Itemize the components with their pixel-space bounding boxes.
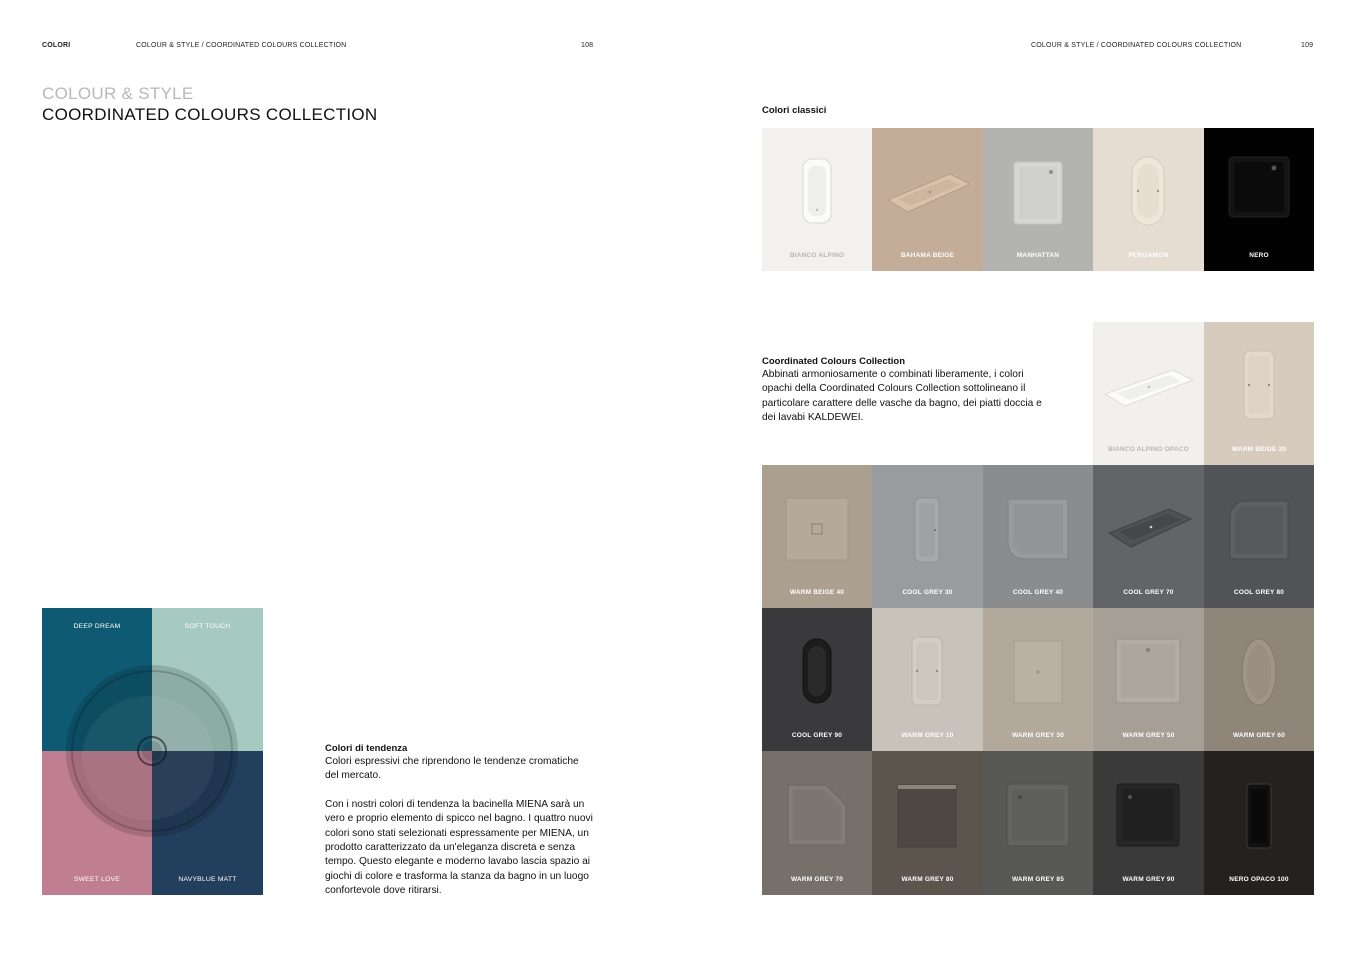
quadrant-label: DEEP DREAM — [73, 623, 121, 630]
swatch-pergamon — [1093, 128, 1204, 271]
swatch-cool-grey-70 — [1093, 465, 1204, 608]
shower-tray-icon — [1006, 783, 1070, 847]
swatch-label: COOL GREY 80 — [1233, 589, 1285, 596]
swatch-label: COOL GREY 40 — [1012, 589, 1064, 596]
bathtub-icon — [884, 170, 972, 216]
trend-colours-image — [42, 608, 263, 895]
swatch-warm-grey-90 — [1093, 751, 1204, 895]
shower-tray-icon — [1013, 640, 1063, 704]
coordinated-paragraph: Abbinati armoniosamente o combinati liberamente, i colori opachi della Coordinated Colours Collection sottolineano il particolare carattere delle vasche da bagno, dei piatti doccia e dei lavabi KALDEWEI. — [762, 369, 1042, 424]
quadrant-label: NAVYBLUE MATT — [178, 876, 237, 883]
section-label: COLORI — [42, 42, 71, 49]
swatch-cool-grey-30 — [872, 465, 983, 608]
right-breadcrumb: COLOUR & STYLE / COORDINATED COLOURS COLLECTION — [1031, 42, 1242, 49]
bathtub-icon — [1246, 783, 1272, 849]
swatch-label: WARM BEIGE 20 — [1231, 446, 1287, 453]
shower-tray-icon — [1116, 783, 1180, 847]
swatch-bahama-beige — [872, 128, 983, 271]
swatch-bianco-alpino-opaco — [1093, 322, 1204, 465]
shower-tray-icon — [1228, 499, 1290, 561]
bathtub-icon — [1131, 156, 1165, 226]
bathtub-icon — [911, 636, 943, 706]
swatch-cool-grey-90 — [762, 608, 872, 751]
trend-paragraph — [325, 755, 595, 899]
swatch-label: WARM GREY 30 — [1011, 732, 1065, 739]
washbasin-icon — [802, 638, 832, 704]
swatch-warm-grey-10 — [872, 608, 983, 751]
swatch-cool-grey-80 — [1204, 465, 1314, 608]
swatch-label: WARM GREY 50 — [1122, 732, 1175, 739]
swatch-manhattan — [983, 128, 1093, 271]
swatch-label: WARM GREY 80 — [901, 876, 954, 883]
right-page-number: 109 — [1301, 42, 1314, 49]
shower-tray-icon — [1006, 497, 1070, 561]
swatch-label: WARM BEIGE 40 — [789, 589, 845, 596]
swatch-label: BIANCO ALPINO OPACO — [1108, 446, 1189, 453]
swatch-warm-grey-50 — [1093, 608, 1204, 751]
left-breadcrumb: COLOUR & STYLE / COORDINATED COLOURS COLLECTION — [136, 42, 347, 49]
trend-heading: Colori di tendenza — [325, 743, 408, 754]
swatch-label: BIANCO ALPINO — [789, 252, 845, 259]
swatch-label: WARM GREY 60 — [1232, 732, 1286, 739]
coordinated-heading: Coordinated Colours Collection — [762, 356, 906, 367]
swatch-label: PERGAMON — [1128, 252, 1169, 259]
swatch-warm-grey-70 — [762, 751, 872, 895]
swatch-label: COOL GREY 30 — [902, 589, 953, 596]
swatch-nero-opaco-100 — [1204, 751, 1314, 895]
quadrant-label: SOFT TOUCH — [184, 623, 231, 630]
bathtub-icon — [1243, 350, 1275, 420]
basin-illustration — [42, 608, 263, 895]
swatch-label: WARM GREY 10 — [901, 732, 954, 739]
swatch-label: MANHATTAN — [1016, 252, 1060, 259]
swatch-bianco-alpino — [762, 128, 872, 271]
coordinated-text-block — [762, 356, 1048, 426]
page-title: COORDINATED COLOURS COLLECTION — [42, 105, 378, 124]
swatch-label: COOL GREY 70 — [1123, 589, 1174, 596]
washbasin-icon — [1105, 505, 1193, 551]
quadrant-label: SWEET LOVE — [73, 876, 121, 883]
left-page-number: 108 — [581, 42, 594, 49]
swatch-warm-grey-30 — [983, 608, 1093, 751]
washbasin-icon — [914, 497, 940, 563]
trend-intro: Colori espressivi che riprendono le tendenze cromatiche del mercato. — [325, 756, 579, 782]
swatch-label: BAHAMA BEIGE — [900, 252, 955, 259]
swatch-warm-grey-80 — [872, 751, 983, 895]
swatch-cool-grey-40 — [983, 465, 1093, 608]
swatch-label: NERO OPACO 100 — [1229, 876, 1289, 883]
swatch-label: NERO — [1249, 252, 1269, 259]
shower-tray-icon — [1115, 638, 1181, 704]
page-title-upper: COLOUR & STYLE — [42, 84, 194, 103]
shower-tray-icon — [785, 497, 849, 561]
bathtub-icon — [802, 158, 832, 224]
trend-text-block — [325, 743, 595, 899]
swatch-warm-grey-60 — [1204, 608, 1314, 751]
shower-tray-icon — [897, 784, 957, 848]
swatch-warm-beige-20 — [1204, 322, 1314, 465]
swatch-nero — [1204, 128, 1314, 271]
bathtub-icon — [1241, 638, 1277, 706]
swatch-label: WARM GREY 70 — [790, 876, 844, 883]
classic-heading: Colori classici — [762, 105, 827, 116]
shower-tray-icon — [1013, 161, 1063, 225]
shower-tray-icon — [1228, 156, 1290, 218]
swatch-warm-grey-85 — [983, 751, 1093, 895]
swatch-label: WARM GREY 90 — [1122, 876, 1175, 883]
swatch-label: WARM GREY 85 — [1011, 876, 1065, 883]
washbasin-icon — [1101, 366, 1197, 410]
shower-tray-icon — [786, 783, 848, 847]
trend-body: Con i nostri colori di tendenza la bacinella MIENA sarà un vero e proprio elemento di spicco nel bagno. I quattro nuovi colori sono stati selezionati espressamente per MIENA, un prodotto caratterizzato da un'eleganza discreta e senza tempo. Questo elegante e moderno lavabo lascia spazio ai giochi di colore e trasforma la stanza da bagno in un luogo confortevole dove ritirarsi. — [325, 798, 593, 897]
swatch-label: COOL GREY 90 — [791, 732, 843, 739]
swatch-warm-beige-40 — [762, 465, 872, 608]
